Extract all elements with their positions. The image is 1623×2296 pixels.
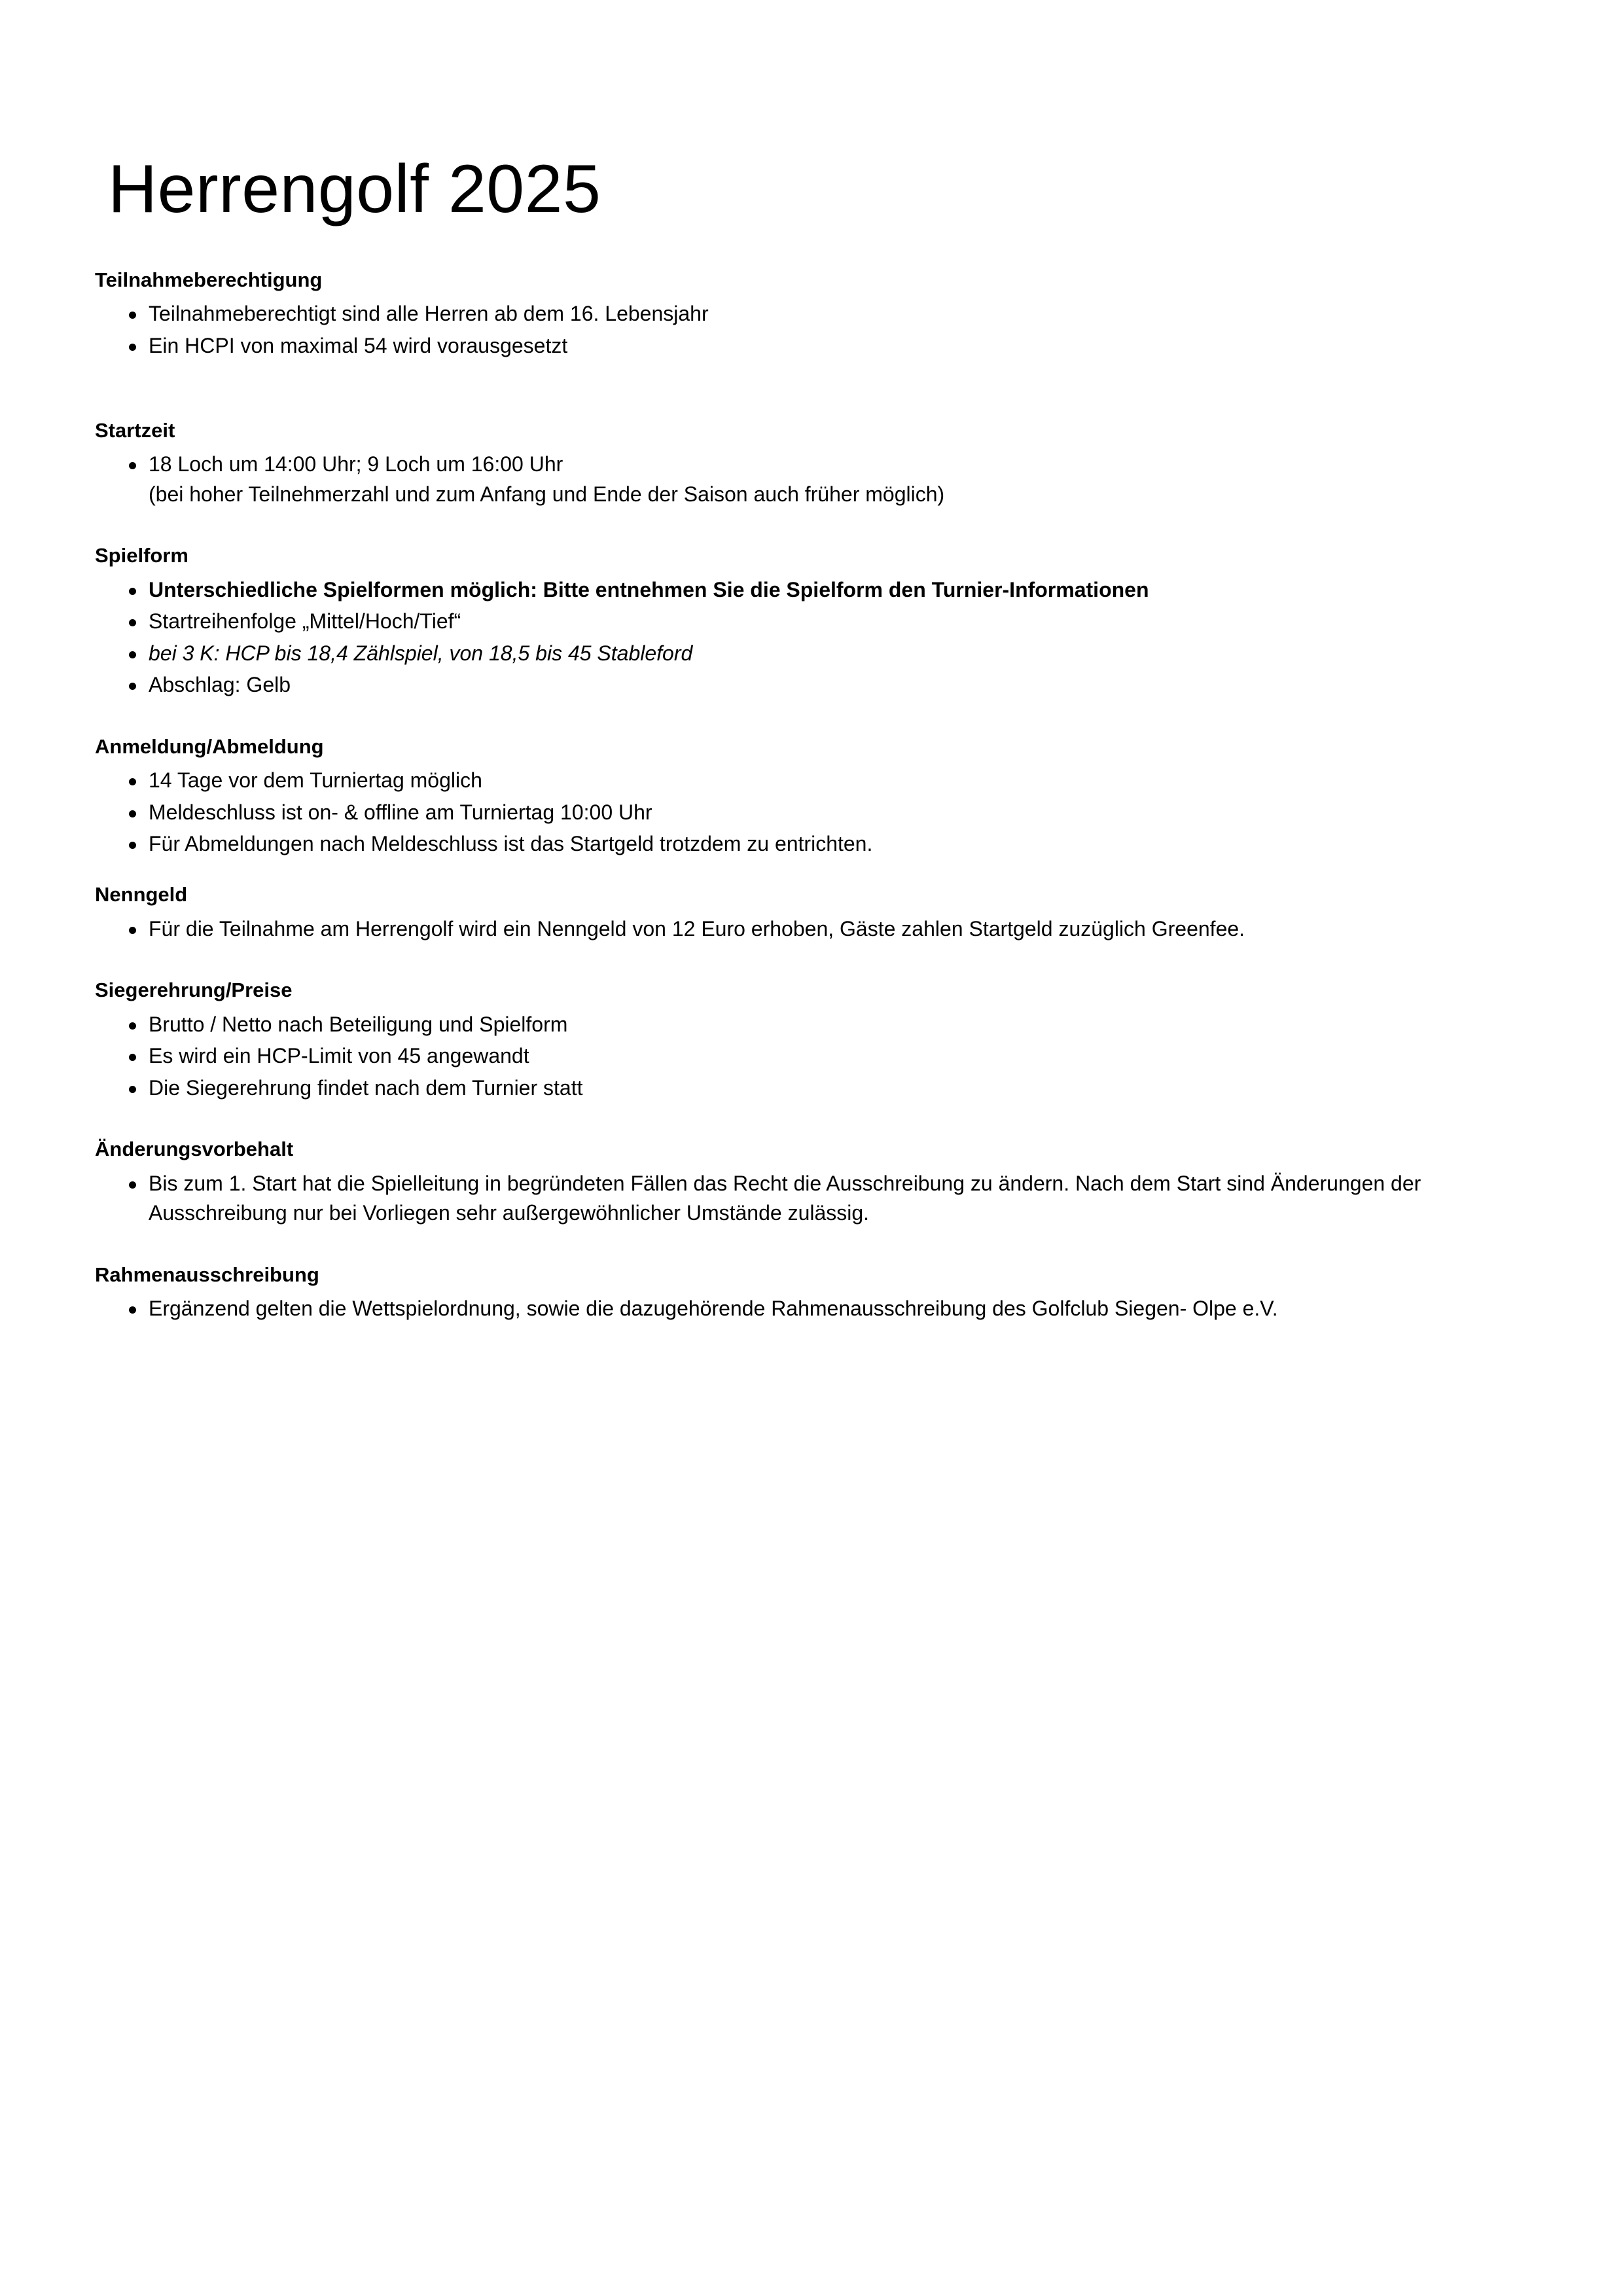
- list-item: [95, 670, 1459, 700]
- list-item: [95, 1073, 1459, 1103]
- document-section: [95, 541, 1459, 700]
- bullet-list: [95, 450, 1459, 509]
- list-item: [95, 450, 1459, 509]
- list-item: [95, 829, 1459, 859]
- document-section: [95, 1134, 1459, 1228]
- spacer: [95, 1232, 1459, 1260]
- list-item: [95, 798, 1459, 827]
- spacer: [95, 704, 1459, 732]
- bullet-list: [95, 1294, 1459, 1323]
- list-item-text: Für die Teilnahme am Herrengolf wird ein Nenngeld von 12 Euro erhoben, Gäste zahlen Startgeld zuzüglich Greenfee.: [149, 916, 1245, 941]
- document-section: [95, 1260, 1459, 1324]
- list-item-text: Ergänzend gelten die Wettspielordnung, sowie die dazugehörende Rahmenausschreibung des Golfclub Siegen- Olpe e.V.: [149, 1297, 1278, 1321]
- bullet-list: [95, 914, 1459, 944]
- section-heading: Rahmenausschreibung: [95, 1263, 319, 1286]
- bullet-list: [95, 1169, 1459, 1229]
- list-item-text: Ein HCPI von maximal 54 wird vorausgesetzt: [149, 333, 568, 357]
- bullet-list: [95, 1010, 1459, 1103]
- document-section: [95, 880, 1459, 944]
- section-heading: Teilnahmeberechtigung: [95, 268, 323, 291]
- list-item-text: Die Siegerehrung findet nach dem Turnier statt: [149, 1075, 583, 1100]
- spacer: [95, 365, 1459, 416]
- bullet-list: [95, 766, 1459, 859]
- list-item-text: 18 Loch um 14:00 Uhr; 9 Loch um 16:00 Uhr: [149, 452, 563, 476]
- list-item-text: Es wird ein HCP-Limit von 45 angewandt: [149, 1044, 529, 1068]
- list-item: [95, 299, 1459, 329]
- spacer: [95, 513, 1459, 541]
- section-heading: Anmeldung/Abmeldung: [95, 734, 324, 758]
- spacer: [95, 948, 1459, 975]
- list-item-text: Meldeschluss ist on- & offline am Turniertag 10:00 Uhr: [149, 800, 652, 824]
- document-section: [95, 732, 1459, 859]
- list-item: [95, 1010, 1459, 1039]
- list-item-text: Teilnahmeberechtigt sind alle Herren ab dem 16. Lebensjahr: [149, 302, 709, 326]
- page-title: Herrengolf 2025: [108, 151, 601, 227]
- document-section: [95, 975, 1459, 1103]
- section-heading: Nenngeld: [95, 883, 188, 906]
- list-item-subline: (bei hoher Teilnehmerzahl und zum Anfang und Ende der Saison auch früher möglich): [149, 482, 945, 506]
- list-item: [95, 607, 1459, 636]
- list-item: [95, 639, 1459, 668]
- document-body: [95, 265, 1459, 1324]
- list-item-text: bei 3 K: HCP bis 18,4 Zählspiel, von 18,5 bis 45 Stableford: [149, 641, 693, 665]
- document-section: [95, 416, 1459, 509]
- list-item: [95, 1169, 1459, 1229]
- list-item: [95, 331, 1459, 361]
- section-heading: Siegerehrung/Preise: [95, 978, 293, 1002]
- list-item-text: 14 Tage vor dem Turniertag möglich: [149, 768, 482, 793]
- list-item-text: Abschlag: Gelb: [149, 673, 291, 697]
- bullet-list: [95, 575, 1459, 700]
- list-item-text: Unterschiedliche Spielformen möglich: Bitte entnehmen Sie die Spielform den Turnier-Informationen: [149, 577, 1149, 601]
- section-heading: Änderungsvorbehalt: [95, 1138, 294, 1161]
- list-item-text: Für Abmeldungen nach Meldeschluss ist das Startgeld trotzdem zu entrichten.: [149, 831, 873, 855]
- bullet-list: [95, 299, 1459, 361]
- list-item-text: Startreihenfolge „Mittel/Hoch/Tief“: [149, 609, 461, 634]
- list-item-text: Brutto / Netto nach Beteiligung und Spielform: [149, 1012, 568, 1036]
- list-item: [95, 575, 1459, 605]
- list-item: [95, 1294, 1459, 1323]
- section-heading: Startzeit: [95, 418, 175, 442]
- document-section: [95, 265, 1459, 361]
- list-item-text: Bis zum 1. Start hat die Spielleitung in begründeten Fällen das Recht die Ausschreibung zu ändern. Nach dem Start sind Änderungen der Ausschreibung nur bei Vorliegen sehr außergewöhnlicher Umstände zulässig.: [149, 1171, 1421, 1225]
- list-item: [95, 1041, 1459, 1071]
- list-item: [95, 914, 1459, 944]
- spacer: [95, 1107, 1459, 1134]
- list-item: [95, 766, 1459, 795]
- section-heading: Spielform: [95, 544, 188, 567]
- spacer: [95, 863, 1459, 880]
